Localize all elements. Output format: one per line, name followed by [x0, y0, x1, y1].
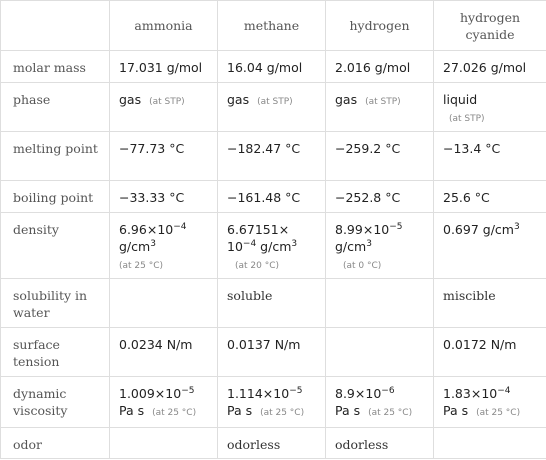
table-row-boiling-point [1, 181, 546, 213]
table-cell [110, 213, 218, 279]
table-cell: 0.0234 N/m [110, 328, 218, 377]
table-cell: 25.6 °C [434, 181, 546, 213]
cell-value: liquid [443, 92, 478, 107]
sci-value: $1.114\times 10^{-5}$ [227, 386, 303, 401]
table-cell: 16.04 g/mol [218, 51, 326, 83]
condition-note: (at STP) [257, 97, 293, 107]
row-label: odor [1, 428, 110, 459]
unit: $10^{-4}$ $g/cm^3$ [227, 239, 298, 254]
row-label: surface tension [1, 328, 110, 377]
column-header: ammonia [110, 1, 218, 51]
condition-note: (at 0 °C) [343, 261, 382, 271]
sci-value: 6.67151× [227, 222, 290, 237]
table-cell [434, 377, 546, 428]
table-cell [326, 83, 434, 132]
table-cell: −77.73 °C [110, 132, 218, 181]
table-cell: −252.8 °C [326, 181, 434, 213]
table-cell: −33.33 °C [110, 181, 218, 213]
table-cell [110, 83, 218, 132]
table-cell: 27.026 g/mol [434, 51, 546, 83]
cell-value: gas [119, 92, 142, 107]
cell-value: gas [227, 92, 250, 107]
table-row-surface-tension [1, 328, 546, 377]
table-cell: −13.4 °C [434, 132, 546, 181]
row-label: molar mass [1, 51, 110, 83]
table-row-density [1, 213, 546, 279]
table-cell: 17.031 g/mol [110, 51, 218, 83]
unit: Pa s [119, 403, 145, 418]
condition-note: (at 25 °C) [368, 408, 413, 418]
condition-note: (at 25 °C) [152, 408, 197, 418]
unit: $g/cm^3$ [335, 239, 372, 254]
row-label: solubility in water [1, 279, 110, 328]
table-cell [110, 428, 218, 459]
sci-value: $8.99\times 10^{-5}$ [335, 222, 403, 237]
unit: Pa s [335, 403, 361, 418]
table-cell: 0.0172 N/m [434, 328, 546, 377]
row-label: melting point [1, 132, 110, 181]
condition-note: (at 25 °C) [260, 408, 305, 418]
table-cell: −161.48 °C [218, 181, 326, 213]
unit: Pa s [227, 403, 253, 418]
table-cell: −259.2 °C [326, 132, 434, 181]
table-cell [218, 213, 326, 279]
condition-note: (at STP) [449, 114, 485, 124]
cell-value: gas [335, 92, 358, 107]
row-label: phase [1, 83, 110, 132]
condition-note: (at 25 °C) [476, 408, 521, 418]
table-cell [326, 328, 434, 377]
table-cell [434, 428, 546, 459]
sci-value: $1.009\times 10^{-5}$ [119, 386, 195, 401]
table-cell: −182.47 °C [218, 132, 326, 181]
table-cell: soluble [218, 279, 326, 328]
table-cell [326, 377, 434, 428]
row-label: boiling point [1, 181, 110, 213]
condition-note: (at 25 °C) [119, 261, 164, 271]
column-header: hydrogen cyanide [434, 1, 546, 51]
table-cell: 0.697 $g/cm^3$ [434, 213, 546, 279]
table-cell [434, 83, 546, 132]
row-label: dynamic viscosity [1, 377, 110, 428]
row-label: density [1, 213, 110, 279]
sci-value: $1.83\times 10^{-4}$ [443, 386, 511, 401]
table-row-molar-mass [1, 51, 546, 83]
table-cell [110, 279, 218, 328]
table-cell: 2.016 g/mol [326, 51, 434, 83]
column-header: methane [218, 1, 326, 51]
table-cell [326, 213, 434, 279]
condition-note: (at 20 °C) [235, 261, 280, 271]
table-row-viscosity [1, 377, 546, 428]
table-cell: 0.0137 N/m [218, 328, 326, 377]
condition-note: (at STP) [149, 97, 185, 107]
table-cell [218, 377, 326, 428]
sci-value: $6.96\times 10^{-4}$ [119, 222, 187, 237]
unit: Pa s [443, 403, 469, 418]
sci-value: $8.9\times 10^{-6}$ [335, 386, 395, 401]
table-row-phase [1, 83, 546, 132]
column-header: hydrogen [326, 1, 434, 51]
unit: $g/cm^3$ [119, 239, 156, 254]
table-cell: miscible [434, 279, 546, 328]
table-row-melting-point [1, 132, 546, 181]
table-row-solubility [1, 279, 546, 328]
table-cell: odorless [218, 428, 326, 459]
table-cell [218, 83, 326, 132]
condition-note: (at STP) [365, 97, 401, 107]
header-row [1, 1, 546, 51]
corner-cell [1, 1, 110, 51]
table-cell [110, 377, 218, 428]
table-cell: odorless [326, 428, 434, 459]
table-cell [326, 279, 434, 328]
table-row-odor [1, 428, 546, 459]
